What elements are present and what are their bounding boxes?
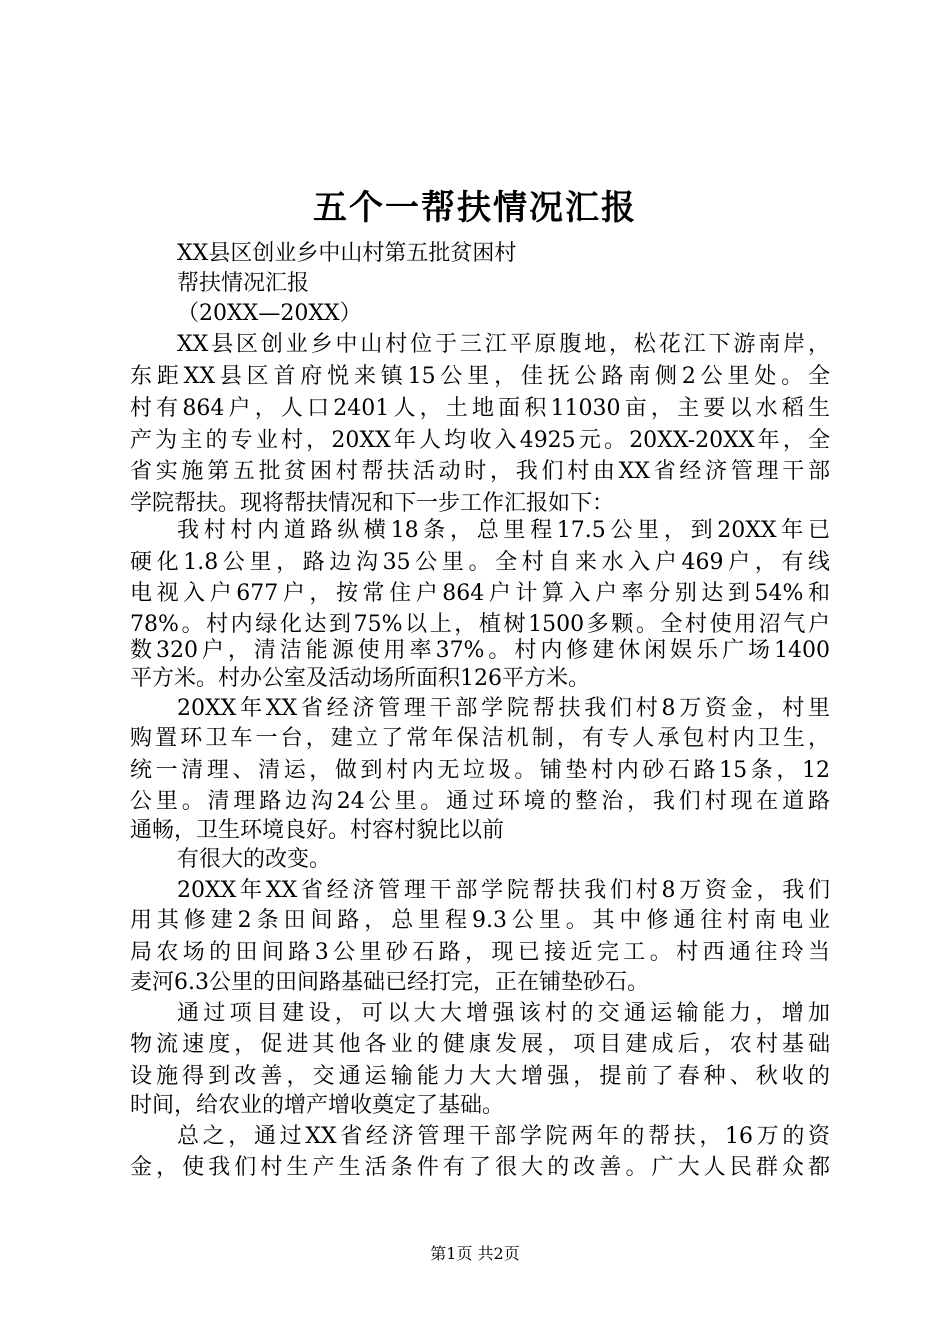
paragraph-line: 麦河6.3公里的田间路基础已经打完，正在铺垫砂石。 [130,970,649,995]
paragraph-line: 公里。清理路边沟24公里。通过环境的整治，我们村现在道路 [130,789,830,814]
paragraph-line: 总之，通过XX省经济管理干部学院两年的帮扶，16万的资 [177,1124,830,1149]
paragraph-line: 78%。村内绿化达到75%以上，植树1500多颗。全村使用沼气户 [130,612,830,637]
paragraph-line: 有很大的改变。 [177,847,332,872]
paragraph-line: 东距XX县区首府悦来镇15公里，佳抚公路南侧2公里处。全 [130,364,830,389]
paragraph-line: 物流速度，促进其他各业的健康发展，项目建成后，农村基础 [130,1032,830,1057]
paragraph-line: 平方米。村办公室及活动场所面积126平方米。 [130,666,590,691]
document-title: 五个一帮扶情况汇报 [313,188,637,228]
paragraph-line: 统一清理、清运，做到村内无垃圾。铺垫村内砂石路15条，12 [130,758,830,783]
paragraph-line: 时间，给农业的增产增收奠定了基础。 [130,1093,505,1118]
paragraph-line: 村有864户，人口2401人，土地面积11030亩，主要以水稻生 [130,396,830,421]
paragraph-line: 产为主的专业村，20XX年人均收入4925元。20XX-20XX年，全 [130,428,830,453]
paragraph-line: 通过项目建设，可以大大增强该村的交通运输能力，增加 [177,1001,830,1026]
paragraph-line: 电视入户677户，按常住户864户计算入户率分别达到54%和 [130,581,830,606]
subtitle-line-2: 帮扶情况汇报 [177,271,310,296]
paragraph-line: 通畅，卫生环境良好。村容村貌比以前 [130,818,505,843]
paragraph-line: 省实施第五批贫困村帮扶活动时，我们村由XX省经济管理干部 [130,459,830,484]
paragraph-line: 学院帮扶。现将帮扶情况和下一步工作汇报如下： [130,491,615,516]
page-footer: 第1页 共2页 [430,1244,520,1263]
paragraph-line: XX县区创业乡中山村位于三江平原腹地，松花江下游南岸， [177,332,830,357]
paragraph-line: 金，使我们村生产生活条件有了很大的改善。广大人民群众都 [130,1155,830,1180]
paragraph-line: 硬化1.8公里，路边沟35公里。全村自来水入户469户，有线 [130,550,830,575]
paragraph-line: 20XX年XX省经济管理干部学院帮扶我们村8万资金，村里 [177,696,830,721]
paragraph-line: 20XX年XX省经济管理干部学院帮扶我们村8万资金，我们 [177,878,830,903]
subtitle-line-3: （20XX—20XX） [177,301,362,326]
subtitle-line-1: XX县区创业乡中山村第五批贫困村 [177,241,517,266]
paragraph-line: 局农场的田间路3公里砂石路，现已接近完工。村西通往玲当 [130,940,830,965]
paragraph-line: 我村村内道路纵横18条，总里程17.5公里，到20XX年已 [177,518,830,543]
paragraph-line: 设施得到改善，交通运输能力大大增强，提前了春种、秋收的 [130,1064,830,1089]
paragraph-line: 数320户，清洁能源使用率37%。村内修建休闲娱乐广场1400 [130,638,830,663]
paragraph-line: 购置环卫车一台，建立了常年保洁机制，有专人承包村内卫生， [130,726,830,751]
paragraph-line: 用其修建2条田间路，总里程9.3公里。其中修通往村南电业 [130,908,830,933]
